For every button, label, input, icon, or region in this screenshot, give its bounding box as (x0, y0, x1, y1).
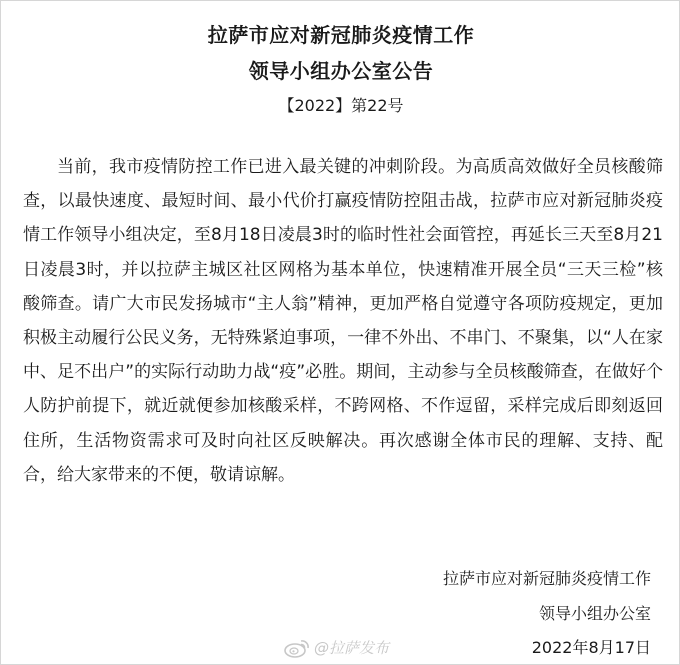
notice-body: 当前，我市疫情防控工作已进入最关键的冲刺阶段。为高质高效做好全员核酸筛查，以最快速度、最短时间、最小代价打赢疫情防控阻击战，拉萨市应对新冠肺炎疫情工作领导小组决定，至8月18日凌晨3时的临时性社会面管控，再延长三天至8月21日凌晨3时，并以拉萨主城区社区网格为基本单位，快速精准开展全员“三天三检”核酸筛查。请广大市民发扬城市“主人翁”精神，更加严格自觉遵守各项防疫规定，更加积极主动履行公民义务，无特殊紧迫事项，一律不外出、不串门、不聚集，以“人在家中、足不出户”的实际行动助力战“疫”必胜。期间，主动参与全员核酸筛查，在做好个人防护前提下，就近就便参加核酸采样，不跨网格、不作逗留，采样完成后即刻返回住所，生活物资需求可及时向社区反映解决。再次感谢全体市民的理解、支持、配合，给大家带来的不便，敬请谅解。 (23, 157, 663, 485)
weibo-icon (284, 638, 310, 658)
watermark-text: @拉萨发布 (314, 639, 390, 657)
document-number: 【2022】第22号 (278, 96, 404, 115)
notice-title-line2: 领导小组办公室公告 (248, 59, 434, 83)
notice-title-line1: 拉萨市应对新冠肺炎疫情工作 (207, 23, 475, 47)
signature-line2: 领导小组办公室 (538, 604, 651, 623)
notice-date: 2022年8月17日 (531, 638, 651, 657)
signature-line1: 拉萨市应对新冠肺炎疫情工作 (442, 569, 651, 588)
weibo-watermark (284, 637, 389, 658)
